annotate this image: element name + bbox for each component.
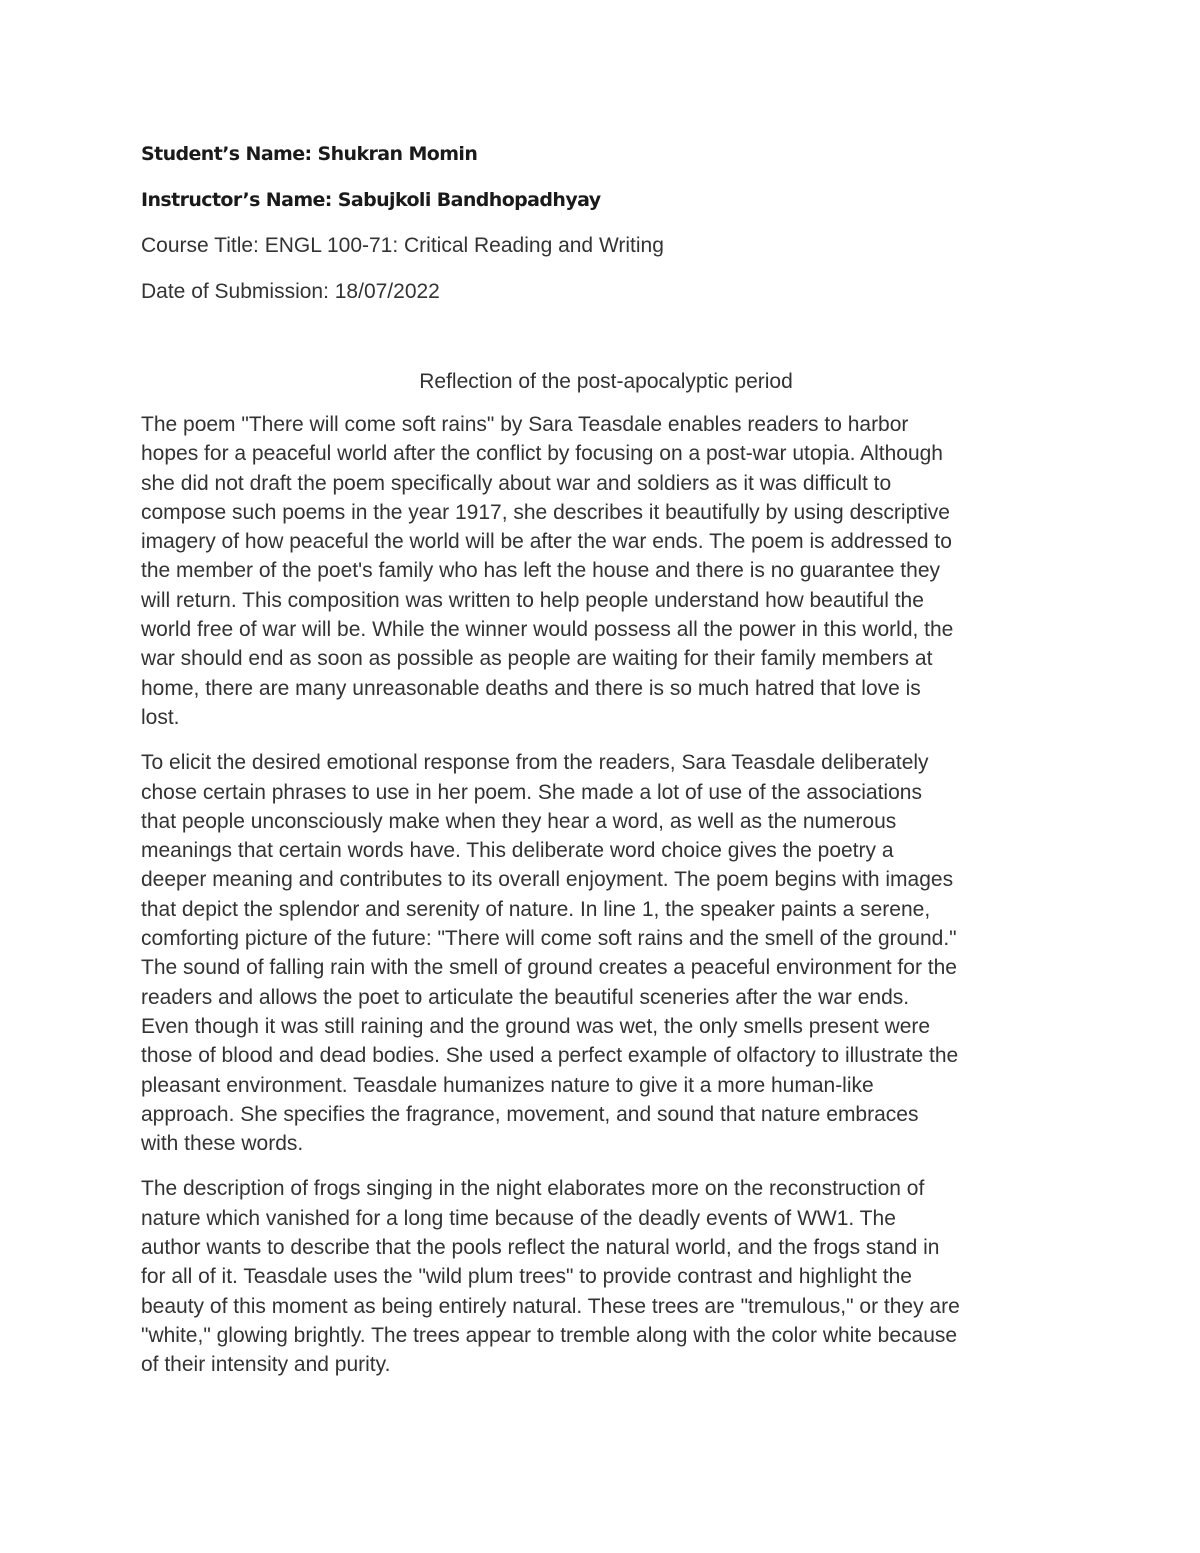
paragraph-line: that people unconsciously make when they hear a word, as well as the numerous xyxy=(141,809,897,833)
paragraph-line: for all of it. Teasdale uses the "wild plum trees" to provide contrast and highlight the xyxy=(141,1265,912,1289)
paragraph-line: The poem "There will come soft rains" by Sara Teasdale enables readers to harbor xyxy=(141,413,909,436)
student-name-line xyxy=(141,138,1071,170)
paragraph-line: she did not draft the poem specifically about war and soldiers as it was difficult to xyxy=(141,471,892,495)
paragraph-line: chose certain phrases to use in her poem. She made a lot of use of the associations xyxy=(141,780,922,804)
paragraph-line: will return. This composition was written to help people understand how beautiful the xyxy=(141,588,924,612)
paragraph-line: the member of the poet's family who has left the house and there is no guarantee they xyxy=(141,559,940,583)
paragraph-line: nature which vanished for a long time because of the deadly events of WW1. The xyxy=(141,1206,896,1230)
student-name-label: Student’s Name: xyxy=(141,143,312,165)
paragraph-line: The sound of falling rain with the smell of ground creates a peaceful environment for the xyxy=(141,956,957,980)
paragraph-line: hopes for a peaceful world after the conflict by focusing on a post-war utopia. Although xyxy=(141,442,943,466)
paragraph-line: Even though it was still raining and the ground was wet, the only smells present were xyxy=(141,1014,931,1038)
document-page xyxy=(141,138,1071,1396)
paragraph-line: with these words. xyxy=(141,1132,304,1156)
paragraph-line: deeper meaning and contributes to its overall enjoyment. The poem begins with images xyxy=(141,868,954,892)
paragraph-line: beauty of this moment as being entirely natural. These trees are "tremulous," or they are xyxy=(141,1294,960,1318)
essay-paragraph xyxy=(141,410,1071,732)
instructor-name-line xyxy=(141,184,1071,216)
paragraph-line: author wants to describe that the pools reflect the natural world, and the frogs stand in xyxy=(141,1236,940,1260)
submission-date-line: Date of Submission: 18/07/2022 xyxy=(141,280,440,303)
paragraph-line: war should end as soon as possible as people are waiting for their family members at xyxy=(141,647,933,671)
paragraph-line: those of blood and dead bodies. She used a perfect example of olfactory to illustrate the xyxy=(141,1044,959,1068)
paragraph-line: approach. She specifies the fragrance, movement, and sound that nature embraces xyxy=(141,1102,919,1126)
instructor-name-value: Sabujkoli Bandhopadhyay xyxy=(337,189,601,211)
paragraph-line: home, there are many unreasonable deaths and there is so much hatred that love is xyxy=(141,676,921,700)
paragraph-line: of their intensity and purity. xyxy=(141,1353,391,1377)
essay-body xyxy=(141,410,1071,1380)
instructor-name-label: Instructor’s Name: xyxy=(141,189,332,211)
paragraph-line: that depict the splendor and serenity of nature. In line 1, the speaker paints a serene, xyxy=(141,897,931,921)
paragraph-line: imagery of how peaceful the world will be after the war ends. The poem is addressed to xyxy=(141,530,952,554)
paragraph-line: To elicit the desired emotional response from the readers, Sara Teasdale deliberately xyxy=(141,751,929,775)
paragraph-line: "white," glowing brightly. The trees appear to tremble along with the color white because xyxy=(141,1323,958,1347)
paragraph-line: world free of war will be. While the winner would possess all the power in this world, the xyxy=(141,618,954,642)
paragraph-line: readers and allows the poet to articulate the beautiful sceneries after the war ends. xyxy=(141,985,910,1009)
student-name-value: Shukran Momin xyxy=(317,143,478,165)
essay-title: Reflection of the post-apocalyptic period xyxy=(419,370,793,393)
paragraph-line: comforting picture of the future: "There will come soft rains and the smell of the ground." xyxy=(141,927,957,951)
course-title-line: Course Title: ENGL 100-71: Critical Reading and Writing xyxy=(141,234,664,257)
essay-paragraph xyxy=(141,748,1071,1158)
essay-paragraph xyxy=(141,1174,1071,1379)
paragraph-line: The description of frogs singing in the night elaborates more on the reconstruction of xyxy=(141,1177,925,1201)
paragraph-line: meanings that certain words have. This deliberate word choice gives the poetry a xyxy=(141,839,894,863)
paragraph-line: lost. xyxy=(141,705,180,729)
paragraph-line: pleasant environment. Teasdale humanizes nature to give it a more human-like xyxy=(141,1073,874,1097)
paragraph-line: compose such poems in the year 1917, she describes it beautifully by using descriptive xyxy=(141,500,950,524)
